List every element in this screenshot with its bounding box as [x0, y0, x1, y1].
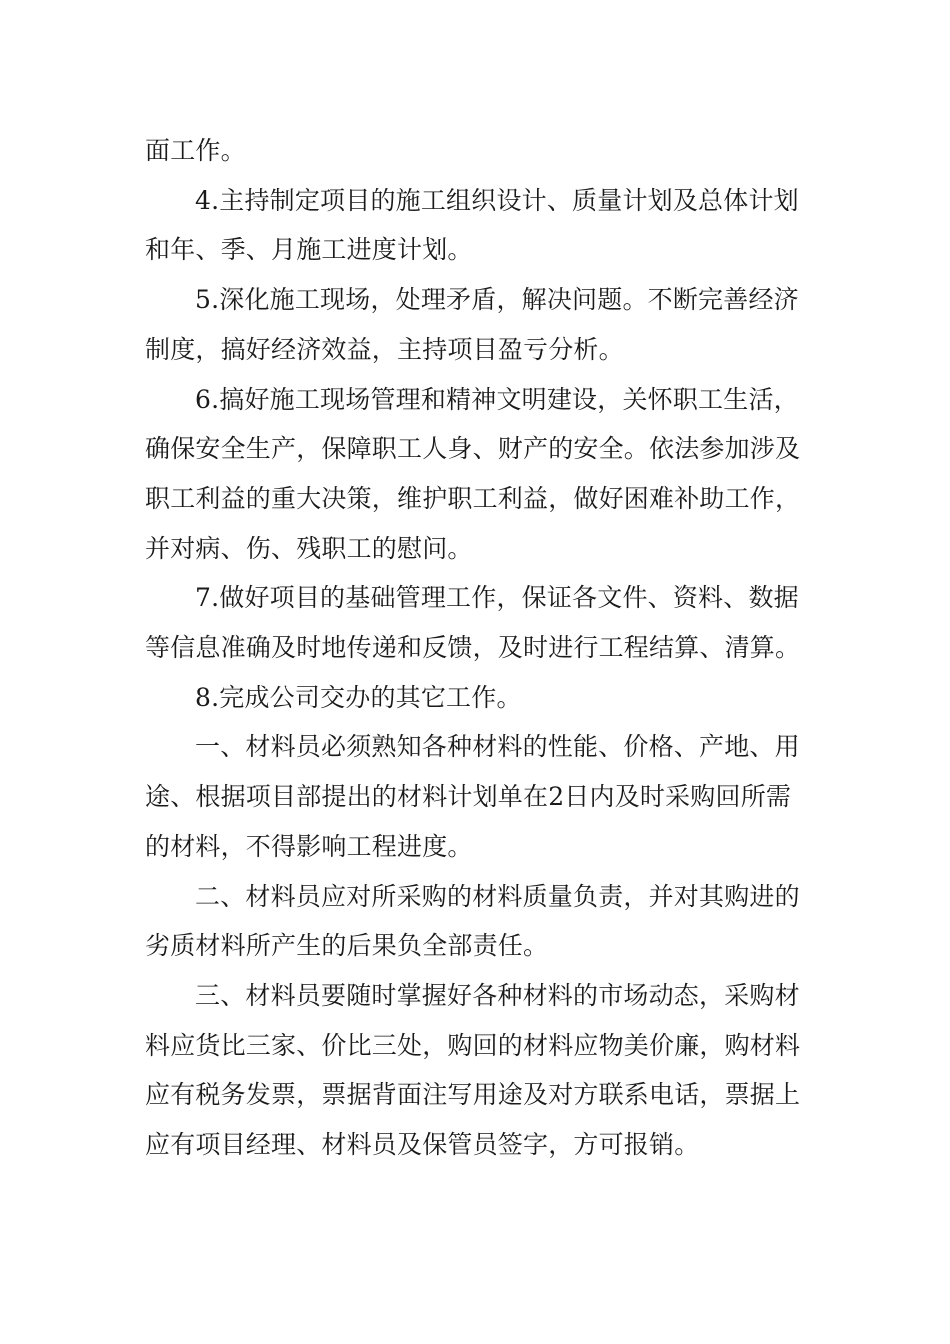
paragraph-rule-1: 一、材料员必须熟知各种材料的性能、价格、产地、用途、根据项目部提出的材料计划单在2日内及时采购回所需的材料，不得影响工程进度。	[145, 732, 800, 861]
paragraph-rule-3: 三、材料员要随时掌握好各种材料的市场动态，采购材料应货比三家、价比三处，购回的材料应物美价廉，购材料应有税务发票，票据背面注写用途及对方联系电话，票据上应有项目经理、材料员及保管员签字，方可报销。	[145, 980, 801, 1160]
paragraph-rule-2: 二、材料员应对所采购的材料质量负责，并对其购进的劣质材料所产生的后果负全部责任。	[145, 881, 800, 961]
paragraph-item-4: 4.主持制定项目的施工组织设计、质量计划及总体计划和年、季、月施工进度计划。	[145, 185, 799, 265]
paragraph-item-6: 6.搞好施工现场管理和精神文明建设，关怀职工生活，确保安全生产，保障职工人身、财产的安全。依法参加涉及职工利益的重大决策，维护职工利益，做好困难补助工作，并对病、伤、残职工的慰问。	[145, 384, 801, 563]
paragraph-item-7: 7.做好项目的基础管理工作，保证各文件、资料、数据等信息准确及时地传递和反馈，及时进行工程结算、清算。	[145, 583, 801, 663]
document-body	[145, 126, 815, 1170]
paragraph-item-5: 5.深化施工现场，处理矛盾，解决问题。不断完善经济制度，搞好经济效益，主持项目盈亏分析。	[145, 285, 799, 364]
paragraph-continuation: 面工作。	[145, 136, 246, 165]
paragraph-item-8: 8.完成公司交办的其它工作。	[195, 682, 522, 712]
